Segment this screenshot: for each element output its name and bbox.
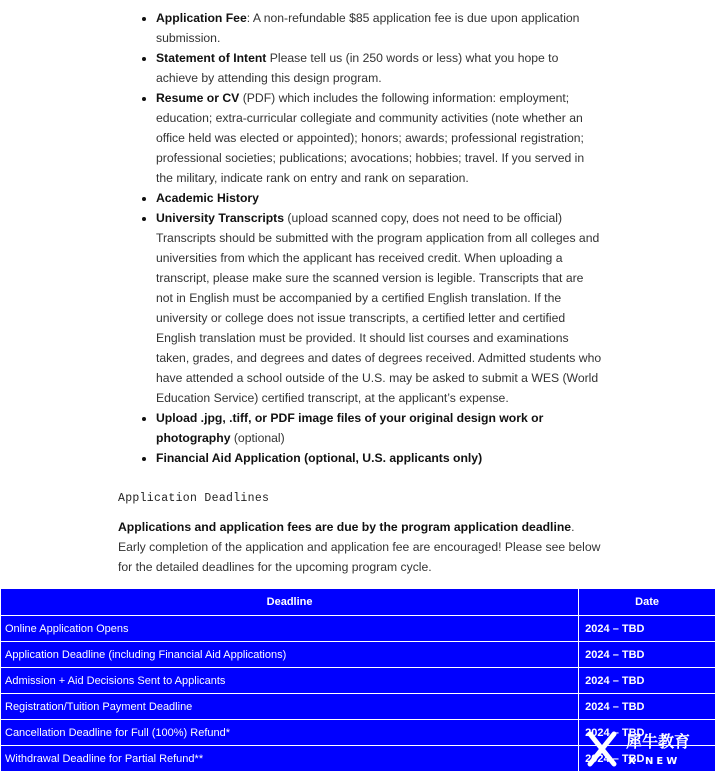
item-text: (upload scanned copy, does not need to be official) Transcripts should be submitted with the program application from all colleges and universities from which the applicant has received credit. When uploading a transcript, please make sure the scanned version is legible. Transcripts that are not in English must be accompanied by a certified English translation. If the university or college does not issue transcripts, a certified letter and certified English translation must be provided. It should list courses and examinations taken, grades, and degrees and dates of degrees received. Admitted students who have attended a school outside of the U.S. may be asked to submit a WES (World Education Service) certified transcript, at the applicant’s expense.: [156, 211, 602, 405]
table-header-row: [1, 589, 716, 616]
list-item: [156, 408, 603, 448]
deadlines-intro: [118, 517, 603, 577]
date-cell: 2024 – TBD: [579, 694, 716, 720]
deadline-cell: Withdrawal Deadline for Partial Refund**: [1, 746, 579, 772]
deadline-cell: Cancellation Deadline for Full (100%) Refund*: [1, 720, 579, 746]
list-item: [156, 188, 603, 208]
list-item: [156, 88, 603, 188]
item-text: : A non-refundable $85 application fee is due upon application submission.: [156, 11, 580, 45]
date-cell: 2024 – TBD: [579, 746, 716, 772]
watermark-cn: 犀牛教育: [626, 732, 691, 751]
header-deadline: Deadline: [1, 589, 579, 616]
item-title: Resume or CV: [156, 91, 240, 105]
item-title: Statement of Intent: [156, 51, 267, 65]
deadline-cell: Registration/Tuition Payment Deadline: [1, 694, 579, 720]
list-item: [156, 208, 603, 408]
watermark-en: X-NEW: [628, 756, 681, 767]
list-item: [156, 8, 603, 48]
item-text: (optional): [230, 431, 285, 445]
x-logo-icon: [590, 734, 614, 764]
requirements-list: [118, 8, 603, 468]
deadline-cell: Admission + Aid Decisions Sent to Applicants: [1, 668, 579, 694]
header-date: Date: [579, 589, 716, 616]
item-title: Upload .jpg, .tiff, or PDF image files of your original design work or photography: [156, 411, 544, 445]
item-title: University Transcripts: [156, 211, 285, 225]
watermark-logo: [586, 728, 710, 770]
section-heading: Application Deadlines: [118, 492, 270, 505]
item-title: Academic History: [156, 191, 259, 205]
intro-text: . Early completion of the application and application fee are encouraged! Please see below for the detailed deadlines for the upcoming program cycle.: [118, 520, 601, 574]
date-cell: 2024 – TBD: [579, 642, 716, 668]
list-item: [156, 48, 603, 88]
deadline-cell: Application Deadline (including Financial Aid Applications): [1, 642, 579, 668]
date-cell: 2024 – TBD: [579, 616, 716, 642]
main-content: [118, 8, 603, 577]
item-text: (PDF) which includes the following information: employment; education; extra-curricular collegiate and community activities (note whether an office held was elected or appointed); honors; awards; professional registration; professional societies; publications; avocations; hobbies; travel. If you served in the military, indicate rank on entry and rank on separation.: [156, 91, 585, 185]
list-item: [156, 448, 603, 468]
table-row: [1, 642, 716, 668]
table-row: [1, 668, 716, 694]
item-title: Application Fee: [156, 11, 247, 25]
date-cell: 2024 – TBD: [579, 720, 716, 746]
intro-bold-text: Applications and application fees are due by the program application deadline: [118, 520, 572, 534]
date-cell: 2024 – TBD: [579, 668, 716, 694]
item-title: Financial Aid Application (optional, U.S. applicants only): [156, 451, 483, 465]
table-row: [1, 694, 716, 720]
deadline-cell: Online Application Opens: [1, 616, 579, 642]
table-row: [1, 616, 716, 642]
item-text: Please tell us (in 250 words or less) what you hope to achieve by attending this design program.: [156, 51, 559, 85]
